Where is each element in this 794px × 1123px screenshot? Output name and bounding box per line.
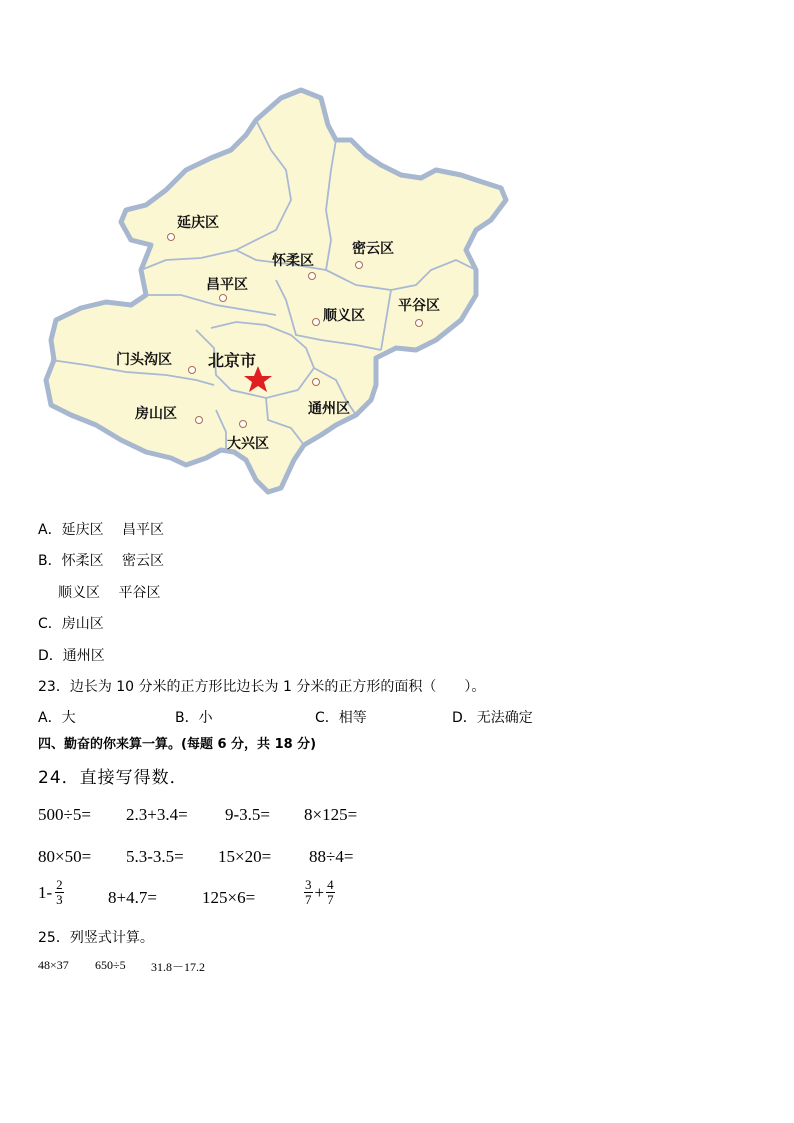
label-tongzhou: 通州区 — [308, 401, 350, 417]
fraction-denominator: 7 — [305, 892, 312, 907]
q22-option-a: A．延庆区 昌平区 — [38, 522, 165, 538]
q24-r2-item4: 88÷4= — [309, 847, 354, 866]
label-daxing: 大兴区 — [227, 436, 269, 452]
q24-r3-item1-fraction — [55, 878, 64, 907]
label-changping: 昌平区 — [206, 277, 248, 293]
q24-r3-item4 — [304, 878, 335, 907]
q24-r2-item2: 5.3-3.5= — [126, 847, 184, 866]
q23-option-c: C．相等 — [315, 710, 367, 726]
q24-r2-item1: 80×50= — [38, 847, 92, 866]
q23-option-b: B．小 — [175, 710, 213, 726]
yanqing-dot-icon — [167, 233, 175, 241]
fraction-numerator: 3 — [305, 877, 312, 892]
q25-item2: 650÷5 — [95, 958, 126, 972]
label-yanqing: 延庆区 — [177, 215, 219, 231]
fraction-numerator: 4 — [327, 877, 334, 892]
q23-stem: 23．边长为 10 分米的正方形比边长为 1 分米的正方形的面积（ ）。 — [38, 679, 486, 695]
shunyi-dot-icon — [312, 318, 320, 326]
q23-option-d: D．无法确定 — [452, 710, 533, 726]
q22-option-d: D．通州区 — [38, 648, 105, 664]
plus-sign: + — [314, 882, 325, 902]
q24-r3-item3: 125×6= — [202, 888, 256, 907]
q22-option-b-line1: B．怀柔区 密云区 — [38, 553, 165, 569]
fraction-numerator: 2 — [56, 877, 63, 892]
label-fangshan: 房山区 — [135, 406, 177, 422]
pinggu-dot-icon — [415, 319, 423, 327]
q22-option-c: C．房山区 — [38, 616, 104, 632]
q24-r3-item2: 8+4.7= — [108, 888, 157, 907]
q24-r1-item3: 9-3.5= — [225, 805, 270, 824]
changping-dot-icon — [219, 294, 227, 302]
fangshan-dot-icon — [195, 416, 203, 424]
label-mentougou: 门头沟区 — [116, 352, 172, 368]
tongzhou-dot-icon — [312, 378, 320, 386]
map-outline-shape — [46, 90, 506, 492]
label-miyun: 密云区 — [352, 241, 394, 257]
q24-r3-item1-prefix: 1- — [38, 882, 53, 902]
q23-option-a: A．大 — [38, 710, 76, 726]
section-4-heading: 四、勤奋的你来算一算。(每题 6 分，共 18 分) — [38, 737, 317, 752]
label-pinggu: 平谷区 — [398, 298, 440, 314]
q22-option-b-line2: 顺义区 平谷区 — [58, 585, 161, 601]
beijing-map — [36, 80, 516, 510]
miyun-dot-icon — [355, 261, 363, 269]
fraction-denominator: 3 — [56, 892, 63, 907]
label-huairou: 怀柔区 — [272, 253, 314, 269]
q24-r1-item1: 500÷5= — [38, 805, 91, 824]
q25-item3: 31.8－17.2 — [151, 960, 206, 974]
q24-r3-item1 — [38, 878, 64, 907]
beijing-map-svg — [36, 80, 516, 510]
q24-r3-item4-fraction-a — [304, 878, 313, 907]
q25-item1: 48×37 — [38, 958, 69, 972]
mentougou-dot-icon — [188, 366, 196, 374]
q24-r1-item2: 2.3+3.4= — [126, 805, 188, 824]
q24-r1-item4: 8×125= — [304, 805, 358, 824]
label-beijing-city: 北京市 — [208, 351, 257, 370]
daxing-dot-icon — [239, 420, 247, 428]
q25-title: 25．列竖式计算。 — [38, 930, 154, 946]
q24-r3-item4-fraction-b — [326, 878, 335, 907]
fraction-denominator: 7 — [327, 892, 334, 907]
huairou-dot-icon — [308, 272, 316, 280]
label-shunyi: 顺义区 — [323, 308, 365, 324]
q24-r2-item3: 15×20= — [218, 847, 272, 866]
q24-title: 24．直接写得数． — [38, 768, 188, 788]
